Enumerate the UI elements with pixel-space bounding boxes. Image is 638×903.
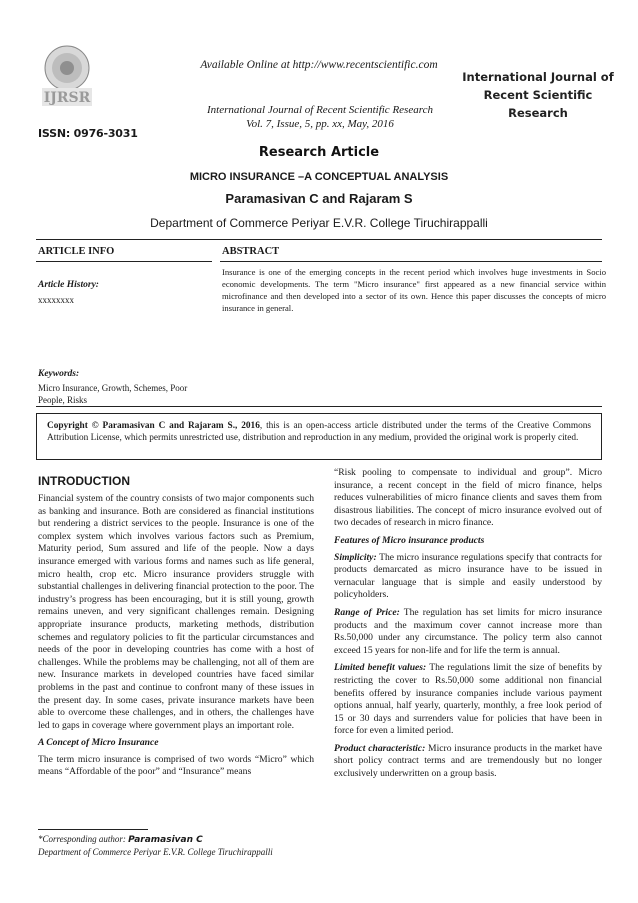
feature-label: Simplicity: — [334, 551, 377, 563]
keywords-label: Keywords: — [38, 369, 80, 379]
subheading: A Concept of Micro Insurance — [38, 737, 159, 749]
copyright-box — [36, 413, 602, 460]
footnote-author: Paramasivan C — [128, 835, 203, 845]
section-heading-introduction: INTRODUCTION — [38, 474, 130, 488]
divider — [220, 261, 602, 262]
journal-logo — [36, 44, 98, 126]
paragraph: “Risk pooling to compensate to individual and group”. Micro insurance, a recent concept in the field of micro finance, helps reduces vulnerabilities of micro finance clients and saves them from disastrous liabilities. The concept of micro insurance evolved out of two decades of research in micro finance. — [334, 467, 602, 529]
feature-paragraph — [334, 743, 602, 781]
article-type: Research Article — [258, 145, 380, 160]
journal-name: International Journal of Recent Scientific Research — [207, 104, 433, 116]
corresponding-author — [38, 833, 273, 846]
journal-title-line: Research — [508, 106, 568, 120]
footnote — [38, 833, 273, 858]
feature-paragraph — [334, 662, 602, 738]
volume-info: Vol. 7, Issue, 5, pp. xx, May, 2016 — [246, 118, 394, 130]
right-column — [334, 467, 602, 786]
abstract-heading: ABSTRACT — [222, 246, 280, 257]
keywords-value: Micro Insurance, Growth, Schemes, Poor People, Risks — [38, 383, 188, 405]
journal-title-line: International Journal of — [462, 70, 614, 84]
feature-text: The micro insurance regulations specify that contracts for products demarcated as micro insurance have to be issued in vernacular language that is simple and easily understood by policyholders. — [334, 551, 602, 601]
article-history-value: xxxxxxxx — [38, 295, 74, 305]
divider — [36, 261, 212, 262]
svg-text:IJRSR: IJRSR — [43, 90, 91, 106]
issn: ISSN: 0976-3031 — [38, 127, 138, 140]
footnote-prefix: *Corresponding author: — [38, 834, 129, 844]
article-history-label: Article History: — [38, 280, 99, 290]
paper-title: MICRO INSURANCE –A CONCEPTUAL ANALYSIS — [189, 171, 449, 183]
left-column — [38, 493, 314, 784]
paragraph: Financial system of the country consists of two major components such as banking and insurance. Both are considered as financial institutions but rendering a district services to the people. Insurance is one of the complex system which involves various factors such as Premium, Maturity period, Sum assured and life of the people. Now a days insurance emerged with various forms and names such as life general, micro health, crop etc. Micro insurance providers struggle with substantial challenges in delivering financial protection to the poor. The industry’s progress has been encouraging, but it is still young, growth remains uneven, and very significant challenges remain. Designing appropriate insurance products, marketing methods, distribution schemes and regulatory policies to fit the particular circumstances and needs of the poor in developing countries has come with a host of challenges. While the problems may be challenging, not all of them are new. Insurance markets in developed countries have faced similar problems in the past and continue to confront many of these issues in the present day. In some cases, private insurance markets have been able to overcome these challenges, and in others, the challenges have led to gaps in coverage where government plays an important role. — [38, 493, 314, 731]
copyright-text: , this is an open-access article distributed under the terms of the Creative Commons Attribution License, which permits unrestricted use, distribution and reproduction in any medium, provided the original work is properly cited. — [47, 421, 591, 443]
subheading: Features of Micro insurance products — [334, 534, 485, 546]
available-online-text: Available Online at http://www.recentscientific.com — [200, 59, 438, 71]
divider — [36, 239, 602, 240]
divider — [36, 406, 602, 407]
feature-label: Range of Price: — [334, 606, 400, 618]
article-info-heading: ARTICLE INFO — [38, 246, 115, 257]
feature-paragraph — [334, 552, 602, 602]
paragraph: The term micro insurance is comprised of two words “Micro” which means “Affordable of the poor” and “Insurance” means — [38, 753, 314, 778]
copyright-bold: Copyright © Paramasivan C and Rajaram S., 2016 — [47, 421, 260, 431]
feature-text: The regulations limit the size of benefits by restricting the cover to Rs.50,000 some additional non financial benefits offered by insurance companies include various payment options annual, half yearly, quarterly, monthly, a free look period of 15 or 30 days and surrenders value for policies that have been in force for even a limited period. — [334, 662, 602, 737]
footnote-department: Department of Commerce Periyar E.V.R. College Tiruchirappalli — [38, 847, 273, 857]
feature-text: Micro insurance products in the market have short policy contract terms and are tremendously but no longer exclusively underwritten on a group basis. — [334, 742, 602, 780]
journal-title-line: Recent Scientific — [483, 88, 593, 102]
feature-label: Product characteristic: — [334, 742, 426, 754]
journal-title-block — [458, 68, 618, 122]
feature-label: Limited benefit values: — [334, 662, 427, 674]
affiliation: Department of Commerce Periyar E.V.R. College Tiruchirappalli — [150, 216, 488, 230]
authors: Paramasivan C and Rajaram S — [225, 191, 413, 206]
footnote-divider — [38, 829, 148, 830]
feature-paragraph — [334, 607, 602, 657]
abstract-text: Insurance is one of the emerging concepts in the recent period which involves huge investments in Socio economic developments. The term "Micro insurance" first appeared as a new financial service within microfinance and then developed into a sector of its own. Hence this paper discusses the concepts of micro insurance in general. — [222, 267, 606, 313]
feature-text: The regulation has set limits for micro insurance products and the maximum cover cannot increase more than Rs.50,000 under any circumstance. The policy term also cannot exceed 15 years for non-life and for life the term is annual. — [334, 606, 602, 656]
